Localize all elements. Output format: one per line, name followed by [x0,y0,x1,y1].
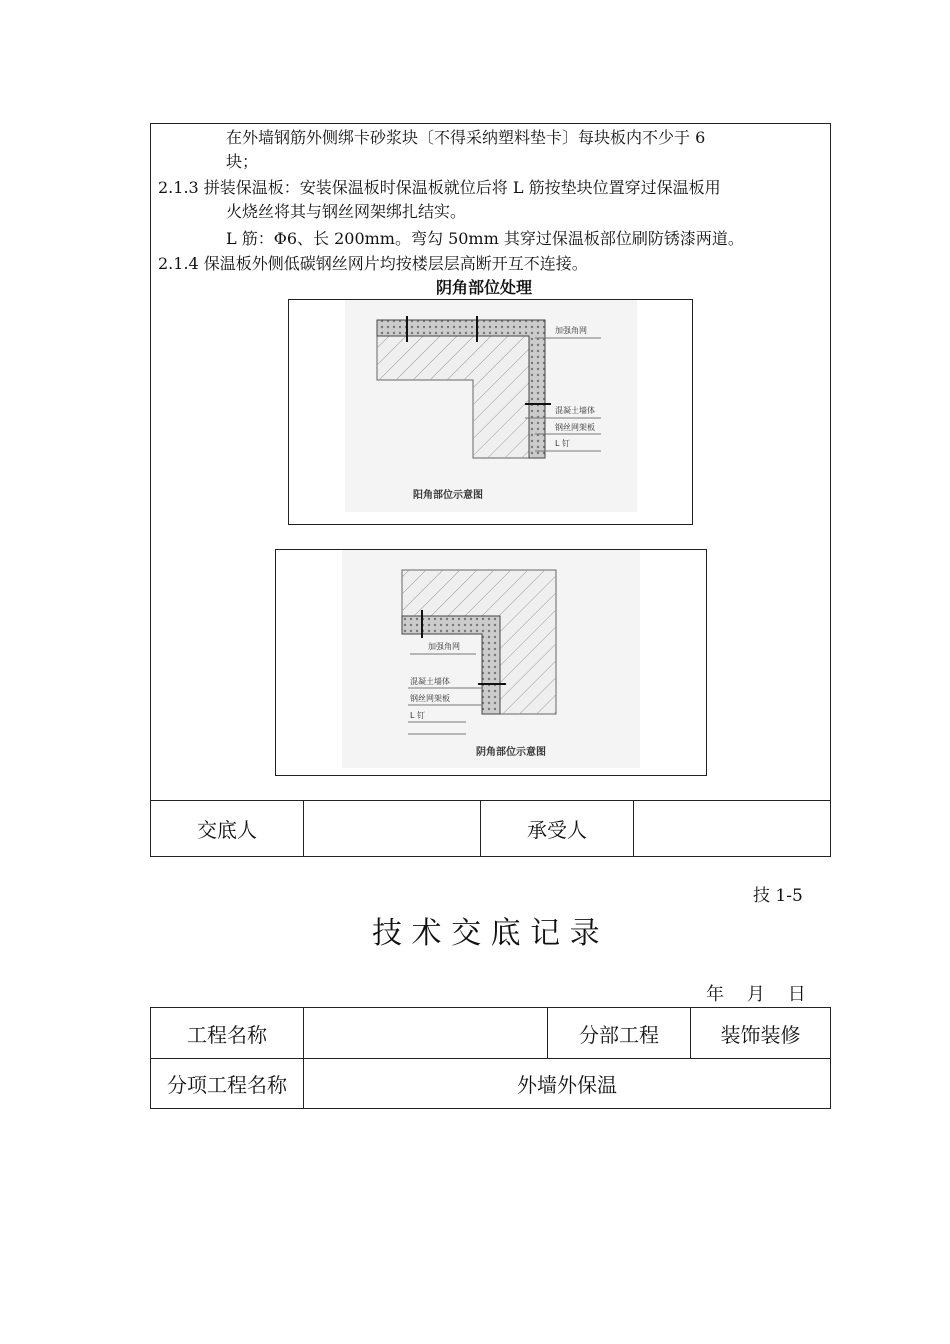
date-line: 年 月 日 [706,984,806,1005]
diagram-2-frame [275,549,707,776]
section-title: 阴角部位处理 [436,278,533,297]
project-name-label-cell [150,1007,304,1059]
diagram-2-label-board: 钢丝网架板 [410,694,450,703]
receiver-value-cell[interactable] [633,800,831,857]
diagram-1-frame [288,299,693,525]
diagram-1-label-concrete: 混凝土墙体 [555,406,595,415]
handover-label-cell [150,800,304,857]
handover-value-cell[interactable] [303,800,481,857]
diagram-2-label-nail: L 钉 [410,711,425,720]
diagram-1-label-nail: L 钉 [555,439,570,448]
diagram-1-caption: 阳角部位示意图 [413,490,483,501]
diagram-2-caption: 阴角部位示意图 [476,747,546,758]
diagram-1-image [289,300,692,524]
diagram-1-label-board: 钢丝网架板 [555,423,595,432]
diagram-2-image [276,550,706,775]
body-line-2: 块； [226,152,259,171]
diagram-1-label-mesh: 加强角网 [555,326,587,335]
division-label-cell [547,1007,691,1059]
document-title: 技 术 交 底 记 录 [372,916,600,951]
form-code: 技 1-5 [753,886,803,906]
diagram-2-label-mesh: 加强角网 [428,642,460,651]
body-line-5: L 筋：Φ6、长 200mm。弯勾 50mm 其穿过保温板部位刷防锈漆两道。 [226,229,744,248]
subitem-label: 分项工程名称 [167,1073,287,1097]
division-label: 分部工程 [579,1022,659,1047]
project-name-label: 工程名称 [187,1022,267,1047]
division-value-cell[interactable] [690,1007,831,1059]
subitem-value-cell[interactable] [303,1058,831,1109]
project-name-value-cell[interactable] [303,1007,548,1059]
subitem-label-cell [150,1058,304,1109]
receiver-label-cell [480,800,634,857]
body-line-3: 2.1.3 拼装保温板：安装保温板时保温板就位后将 L 筋按垫块位置穿过保温板用 [158,178,721,197]
body-line-4: 火烧丝将其与钢丝网架绑扎结实。 [226,202,467,221]
division-value: 装饰装修 [720,1022,801,1047]
body-line-6: 2.1.4 保温板外侧低碳钢丝网片均按楼层层高断开互不连接。 [158,254,588,273]
diagram-2-label-concrete: 混凝土墙体 [410,677,450,686]
handover-label: 交底人 [197,818,257,842]
body-line-1: 在外墙钢筋外侧绑卡砂浆块〔不得采纳塑料垫卡〕每块板内不少于 6 [226,128,706,147]
receiver-label: 承受人 [527,818,587,842]
subitem-value: 外墙外保温 [517,1073,617,1097]
